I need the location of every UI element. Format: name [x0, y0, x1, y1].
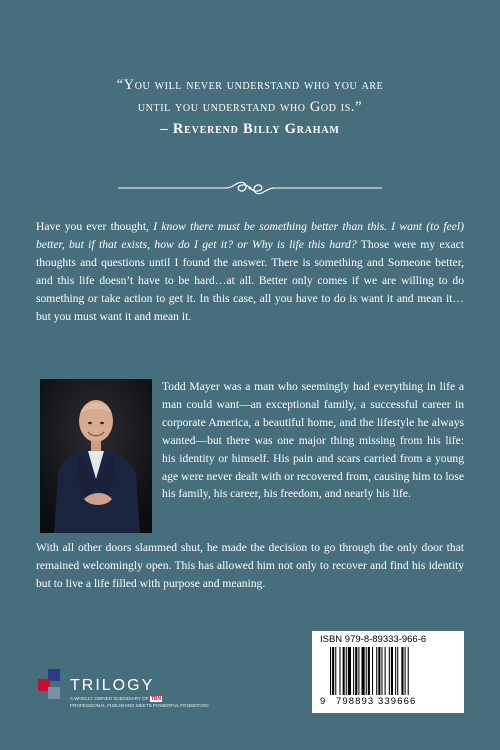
barcode-bar — [339, 647, 340, 695]
intro-text-start: Have you ever thought, — [36, 220, 154, 233]
barcode-bar — [376, 647, 377, 695]
barcode-first-digit: 9 — [320, 696, 326, 707]
isbn-barcode-box — [312, 631, 464, 713]
author-bio-top: Todd Mayer was a man who seemingly had everything in life a man could want—an exceptional family, a successful career in corporate America, a beautiful home, and the lifestyle he always wanted—but there was one major thing missing from his life: his identity or himself. His pain and scars carried from a young age were never dealt with or recovered from, causing him to lose his family, his career, his freedom, and nearly his life. — [162, 380, 464, 501]
trilogy-squares-icon — [38, 669, 68, 699]
logo-square-gray — [48, 687, 60, 699]
barcode-bar — [335, 647, 336, 695]
barcode-bar — [408, 647, 409, 695]
barcode-bar — [372, 647, 373, 695]
publisher-subsidiary-line — [70, 696, 162, 702]
flourish-divider-icon — [118, 176, 382, 200]
barcode-bar — [405, 647, 406, 695]
publisher-name: TRILOGY — [70, 677, 155, 694]
barcode-bar — [332, 647, 334, 695]
barcode-bar — [389, 647, 390, 695]
barcode-bar — [395, 647, 396, 695]
author-bio-bottom: With all other doors slammed shut, he made the decision to go through the only door that remained welcomingly open. This has allowed him not only to recover and find his identity but to live a life filled with purpose and meaning. — [36, 541, 464, 590]
intro-italic-thought: I know there must be something better than this. I want (to feel) better, but if that exists, how do I get it? or Why is life this hard? — [36, 220, 464, 251]
epigraph-quote — [40, 74, 460, 140]
publisher-logo — [38, 669, 238, 719]
barcode-bar — [362, 647, 365, 695]
barcode-bar — [358, 647, 359, 695]
barcode-bar — [368, 647, 370, 695]
barcode-bar — [348, 647, 351, 695]
barcode-bar — [366, 647, 367, 695]
author-portrait-image — [40, 379, 152, 533]
barcode-bar — [346, 647, 347, 695]
intro-paragraph — [36, 218, 464, 325]
barcode-bar — [401, 647, 403, 695]
tbn-logo: TBN — [150, 696, 162, 702]
barcode-bar — [355, 647, 357, 695]
barcode-icon — [330, 647, 456, 695]
quote-attribution: – Reverend Billy Graham — [160, 121, 340, 137]
publisher-tagline: PROFESSIONAL PUBLISHING MEETS POWERFUL PROMOTION — [70, 703, 209, 708]
barcode-bar — [378, 647, 380, 695]
barcode-bar — [353, 647, 354, 695]
author-photo — [40, 379, 152, 533]
subsidiary-text: A WHOLLY OWNED SUBSIDIARY OF — [70, 696, 149, 701]
barcode-bar — [385, 647, 386, 695]
quote-line-1: “You will never understand who you are — [116, 77, 384, 93]
barcode-bar — [391, 647, 393, 695]
quote-line-2: until you understand who God is.” — [137, 99, 363, 115]
barcode-bar — [397, 647, 398, 695]
barcode-digits: 798893 339666 — [336, 696, 417, 707]
isbn-number: ISBN 979-8-89333-966-6 — [320, 634, 427, 645]
intro-text-end: Those were my exact thoughts and questions until I found the answer. There is something and Someone better, and this life doesn’t have to be hard…at all. Better only comes if we are willing to do something or take action to get it. In this case, all you have to do is want it and mean it…but you must want it and mean it. — [36, 237, 464, 323]
barcode-bar — [381, 647, 382, 695]
barcode-bar — [330, 647, 331, 695]
barcode-bar — [343, 647, 345, 695]
